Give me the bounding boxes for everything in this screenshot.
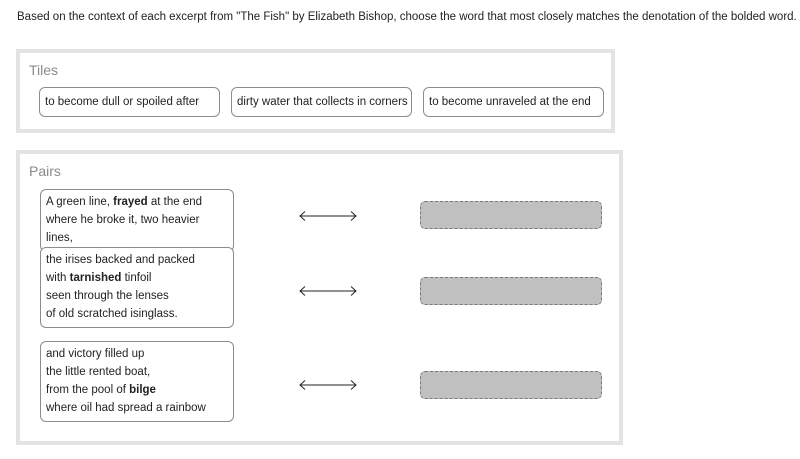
excerpt-line — [46, 305, 229, 323]
tile-2[interactable]: dirty water that collects in corners — [231, 87, 412, 117]
excerpt-text: tinfoil — [121, 272, 152, 284]
double-arrow-icon — [299, 379, 357, 391]
tile-1[interactable]: to become dull or spoiled after — [39, 87, 220, 117]
excerpt-text: and victory filled up — [46, 348, 145, 360]
excerpt-line — [46, 287, 229, 305]
bolded-word: tarnished — [69, 272, 122, 284]
tiles-title: Tiles — [29, 62, 59, 78]
pair-1-drop-zone[interactable] — [420, 201, 602, 229]
excerpt-text: seen through the lenses — [46, 290, 169, 302]
excerpt-text: the little rented boat, — [46, 366, 151, 378]
pair-2-excerpt — [40, 247, 234, 328]
excerpt-line — [46, 251, 229, 269]
instructions: Based on the context of each excerpt from "The Fish" by Elizabeth Bishop, choose the word that most closely matches the denotation of the bolded word. — [17, 11, 797, 23]
excerpt-line — [46, 269, 229, 287]
bolded-word: bilge — [129, 384, 156, 396]
bolded-word: frayed — [113, 196, 148, 208]
excerpt-text: where oil had spread a rainbow — [46, 402, 206, 414]
excerpt-text: from the pool of — [46, 384, 130, 396]
excerpt-line — [46, 381, 229, 399]
pair-1-excerpt — [40, 189, 234, 252]
tile-3[interactable]: to become unraveled at the end — [423, 87, 604, 117]
pair-3-excerpt — [40, 341, 234, 422]
pairs-title: Pairs — [29, 163, 61, 179]
excerpt-line — [46, 363, 229, 381]
excerpt-text: the irises backed and packed — [46, 254, 195, 266]
pair-2-drop-zone[interactable] — [420, 277, 602, 305]
tiles-panel — [16, 49, 615, 133]
pairs-panel — [16, 150, 623, 445]
excerpt-text: where he broke it, two heavier lines, — [46, 214, 200, 244]
excerpt-line — [46, 345, 229, 363]
excerpt-line — [46, 399, 229, 417]
pair-3-drop-zone[interactable] — [420, 371, 602, 399]
excerpt-line — [46, 193, 229, 211]
excerpt-text: of old scratched isinglass. — [46, 308, 178, 320]
excerpt-text: at the end — [147, 196, 203, 208]
excerpt-line — [46, 211, 229, 247]
excerpt-text: A green line, — [46, 196, 114, 208]
double-arrow-icon — [299, 285, 357, 297]
double-arrow-icon — [299, 210, 357, 222]
excerpt-text: with — [46, 272, 70, 284]
